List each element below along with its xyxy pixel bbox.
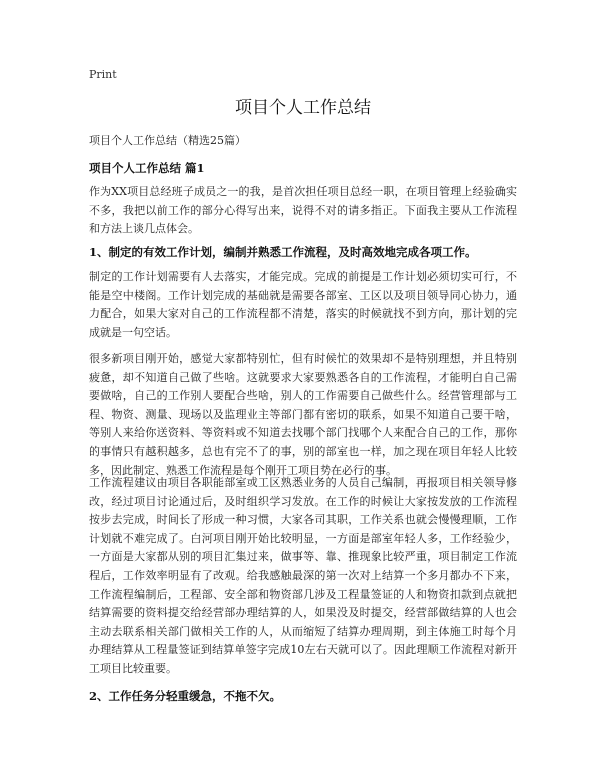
document-subtitle: 项目个人工作总结（精选25篇） (89, 134, 246, 147)
paragraph-plan: 制定的工作计划需要有人去落实，才能完成。完成的前提是工作计划必须切实可行，不能是空中楼阁。工作计划完成的基础就是需要各部室、工区以及项目领导同心协力，通力配合，如果大家对自己的工作流程都不清楚，落实的时候就找不到方向，那计划的完成就是一句空话。 (89, 270, 517, 339)
paragraph-process-build: 工作流程建议由项目各职能部室或工区熟悉业务的人员自己编制，再报项目相关领导修改，经过项目讨论通过后，及时组织学习发放。在工作的时候让大家按发放的工作流程按步去完成，时间长了形成一种习惯，大家各司其职，工作关系也就会慢慢理顺，工作计划就不难完成了。白河项目刚开始比较明显，一方面是部室年轻人多，工作经验少，一方面是大家都从别的项目汇集过来，做事等、靠、推现象比较严重，项目制定工作流程后，工作效率明显有了改观。给我感触最深的第一次对上结算一个多月都办不下来，工作流程编制后，工程部、安全部和物资部几涉及工程量签证的人和物资扣款到点就把结算需要的资料提交给经营部办理结算的人，如果没及时提交，经营部做结算的人也会主动去联系相关部门做相关工作的人，从而缩短了结算办理周期，到主体施工时每个月办理结算从工程量签证到结算单签字完成10左右天就可以了。因此理顺工作流程对新开工项目比较重要。 (89, 476, 517, 675)
paragraph-workflow: 很多新项目刚开始，感觉大家都特别忙，但有时候忙的效果却不是特别理想，并且特别疲惫，却不知道自己做了些啥。这就要求大家要熟悉各自的工作流程，才能明白自己需要做啥，自己的工作别人要配合些啥，别人的工作需要自己做些什么。经营管理部与工程、物资、测量、现场以及监理业主等部门都有密切的联系，如果不知道自己要干啥，等别人来给你送资料、等资料或不知道去找哪个部门找哪个人来配合自己的工作，那你的事情只有越积越多，总也有完不了的事，别的部室也一样，加之现在项目年轻人比较多，因此制定、熟悉工作流程是每个刚开工项目势在必行的事。 (89, 352, 517, 477)
intro-paragraph: 作为XX项目总经班子成员之一的我，是首次担任项目总经一职，在项目管理上经验确实不多，我把以前工作的部分心得写出来，说得不对的请多指正。下面我主要从工作流程和方法上谈几点体会。 (89, 185, 517, 236)
point-1-heading: 1、制定的有效工作计划，编制并熟悉工作流程，及时高效地完成各项工作。 (89, 245, 477, 259)
section-heading: 项目个人工作总结 篇1 (89, 161, 205, 175)
document-title: 项目个人工作总结 (235, 98, 371, 118)
print-label[interactable]: Print (89, 68, 117, 81)
point-2-heading: 2、工作任务分轻重缓急，不拖不欠。 (89, 689, 281, 703)
